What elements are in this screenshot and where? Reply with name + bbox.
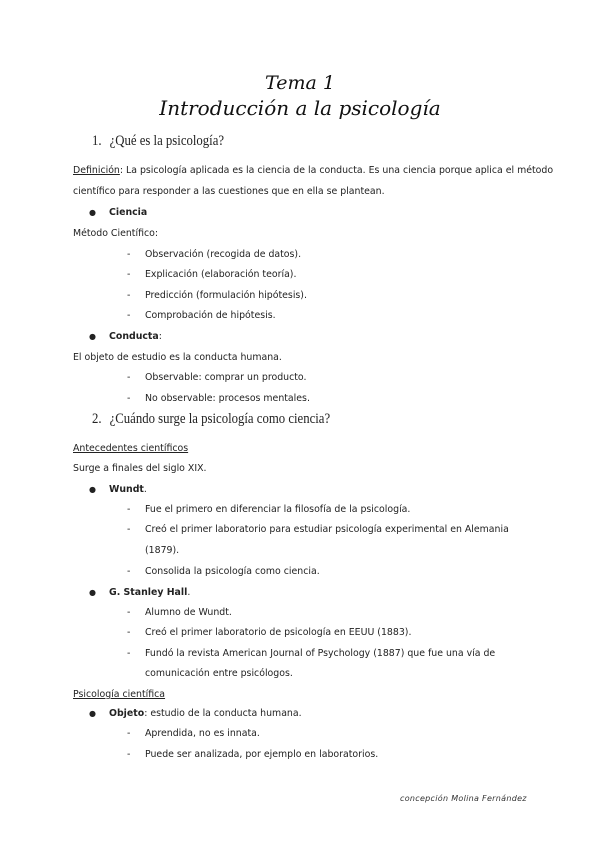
list-item (127, 519, 509, 540)
section-number: 1. (92, 133, 102, 149)
list-item (127, 643, 495, 664)
list-item-text: Observación (recogida de datos). (145, 249, 302, 260)
list-item-text: Fue el primero en diferenciar la filosofía de la psicología. (145, 504, 411, 515)
definition-label: Definición (73, 165, 120, 176)
bullet-period: . (187, 587, 191, 598)
author-signature: concepción Molina Fernández (400, 794, 527, 803)
section-title: ¿Qué es la psicología? (109, 133, 225, 149)
dash-icon: - (127, 290, 131, 301)
bullet-label: Conducta (109, 331, 159, 342)
bullet-icon: ● (89, 588, 96, 597)
document-title: Introducción a la psicología (159, 96, 441, 120)
dash-icon: - (127, 607, 131, 618)
dash-icon: - (127, 372, 131, 383)
bullet-hall (89, 582, 190, 603)
bullet-icon: ● (89, 485, 96, 494)
list-item-text: Comprobación de hipótesis. (145, 310, 276, 321)
bullet-label: Ciencia (109, 207, 148, 218)
list-item-text: Aprendida, no es innata. (145, 728, 260, 739)
tema-number: Tema 1 (265, 72, 335, 94)
list-item (127, 602, 232, 623)
section-1-heading (92, 133, 224, 150)
list-item (127, 388, 310, 409)
list-item-text: Creó el primer laboratorio de psicología en EEUU (1883). (145, 627, 412, 638)
list-item-text: Consolida la psicología como ciencia. (145, 566, 320, 577)
dash-icon: - (127, 504, 131, 515)
dash-icon: - (127, 566, 131, 577)
list-item (127, 244, 301, 265)
list-item-continuation: (1879). (145, 545, 180, 556)
list-item-continuation: comunicación entre psicólogos. (145, 668, 293, 679)
subheading: Psicología científica (73, 689, 166, 700)
subheading: Antecedentes científicos (73, 443, 189, 454)
list-item (127, 561, 320, 582)
list-item-text: Observable: comprar un producto. (145, 372, 307, 383)
bullet-text: : estudio de la conducta humana. (144, 708, 302, 719)
bullet-colon: : (158, 331, 162, 342)
dash-icon: - (127, 749, 131, 760)
psicologia-cientifica-heading (73, 684, 165, 705)
dash-icon: - (127, 648, 131, 659)
section-2-heading (92, 411, 330, 428)
bullet-icon: ● (89, 709, 96, 718)
list-item (127, 499, 410, 520)
surge-text: Surge a finales del siglo XIX. (73, 463, 207, 474)
list-item-text: Alumno de Wundt. (145, 607, 232, 618)
bullet-wundt (89, 479, 147, 500)
dash-icon: - (127, 728, 131, 739)
bullet-label: Wundt (109, 484, 144, 495)
list-item (127, 305, 276, 326)
list-item-text: Fundó la revista American Journal of Psychology (1887) que fue una vía de (145, 648, 496, 659)
list-item (127, 264, 296, 285)
list-item (127, 285, 307, 306)
bullet-icon: ● (89, 332, 96, 341)
bullet-label: Objeto (109, 708, 145, 719)
antecedentes-heading (73, 438, 188, 459)
bullet-conducta (89, 326, 162, 347)
section-number: 2. (92, 411, 102, 427)
dash-icon: - (127, 249, 131, 260)
definition-text: : La psicología aplicada es la ciencia de la conducta. Es una ciencia porque aplica el método (119, 165, 554, 176)
list-item (127, 723, 260, 744)
list-item (127, 622, 411, 643)
list-item (127, 744, 378, 765)
list-item-text: Explicación (elaboración teoría). (145, 269, 297, 280)
bullet-label: G. Stanley Hall (109, 587, 188, 598)
dash-icon: - (127, 627, 131, 638)
list-item-text: Puede ser analizada, por ejemplo en laboratorios. (145, 749, 379, 760)
definition-line-1 (73, 160, 553, 181)
metodo-label: Método Científico: (73, 228, 159, 239)
bullet-objeto (89, 703, 302, 724)
dash-icon: - (127, 269, 131, 280)
bullet-ciencia (89, 202, 147, 223)
list-item-text: No observable: procesos mentales. (145, 393, 310, 404)
list-item-text: Creó el primer laboratorio para estudiar psicología experimental en Alemania (145, 524, 509, 535)
bullet-icon: ● (89, 208, 96, 217)
dash-icon: - (127, 310, 131, 321)
section-title: ¿Cuándo surge la psicología como ciencia? (109, 411, 331, 427)
list-item-text: Predicción (formulación hipótesis). (145, 290, 307, 301)
dash-icon: - (127, 524, 131, 535)
definition-line-2: científico para responder a las cuestiones que en ella se plantean. (73, 186, 385, 197)
bullet-period: . (143, 484, 147, 495)
dash-icon: - (127, 393, 131, 404)
objeto-text: El objeto de estudio es la conducta humana. (73, 352, 282, 363)
list-item (127, 367, 306, 388)
